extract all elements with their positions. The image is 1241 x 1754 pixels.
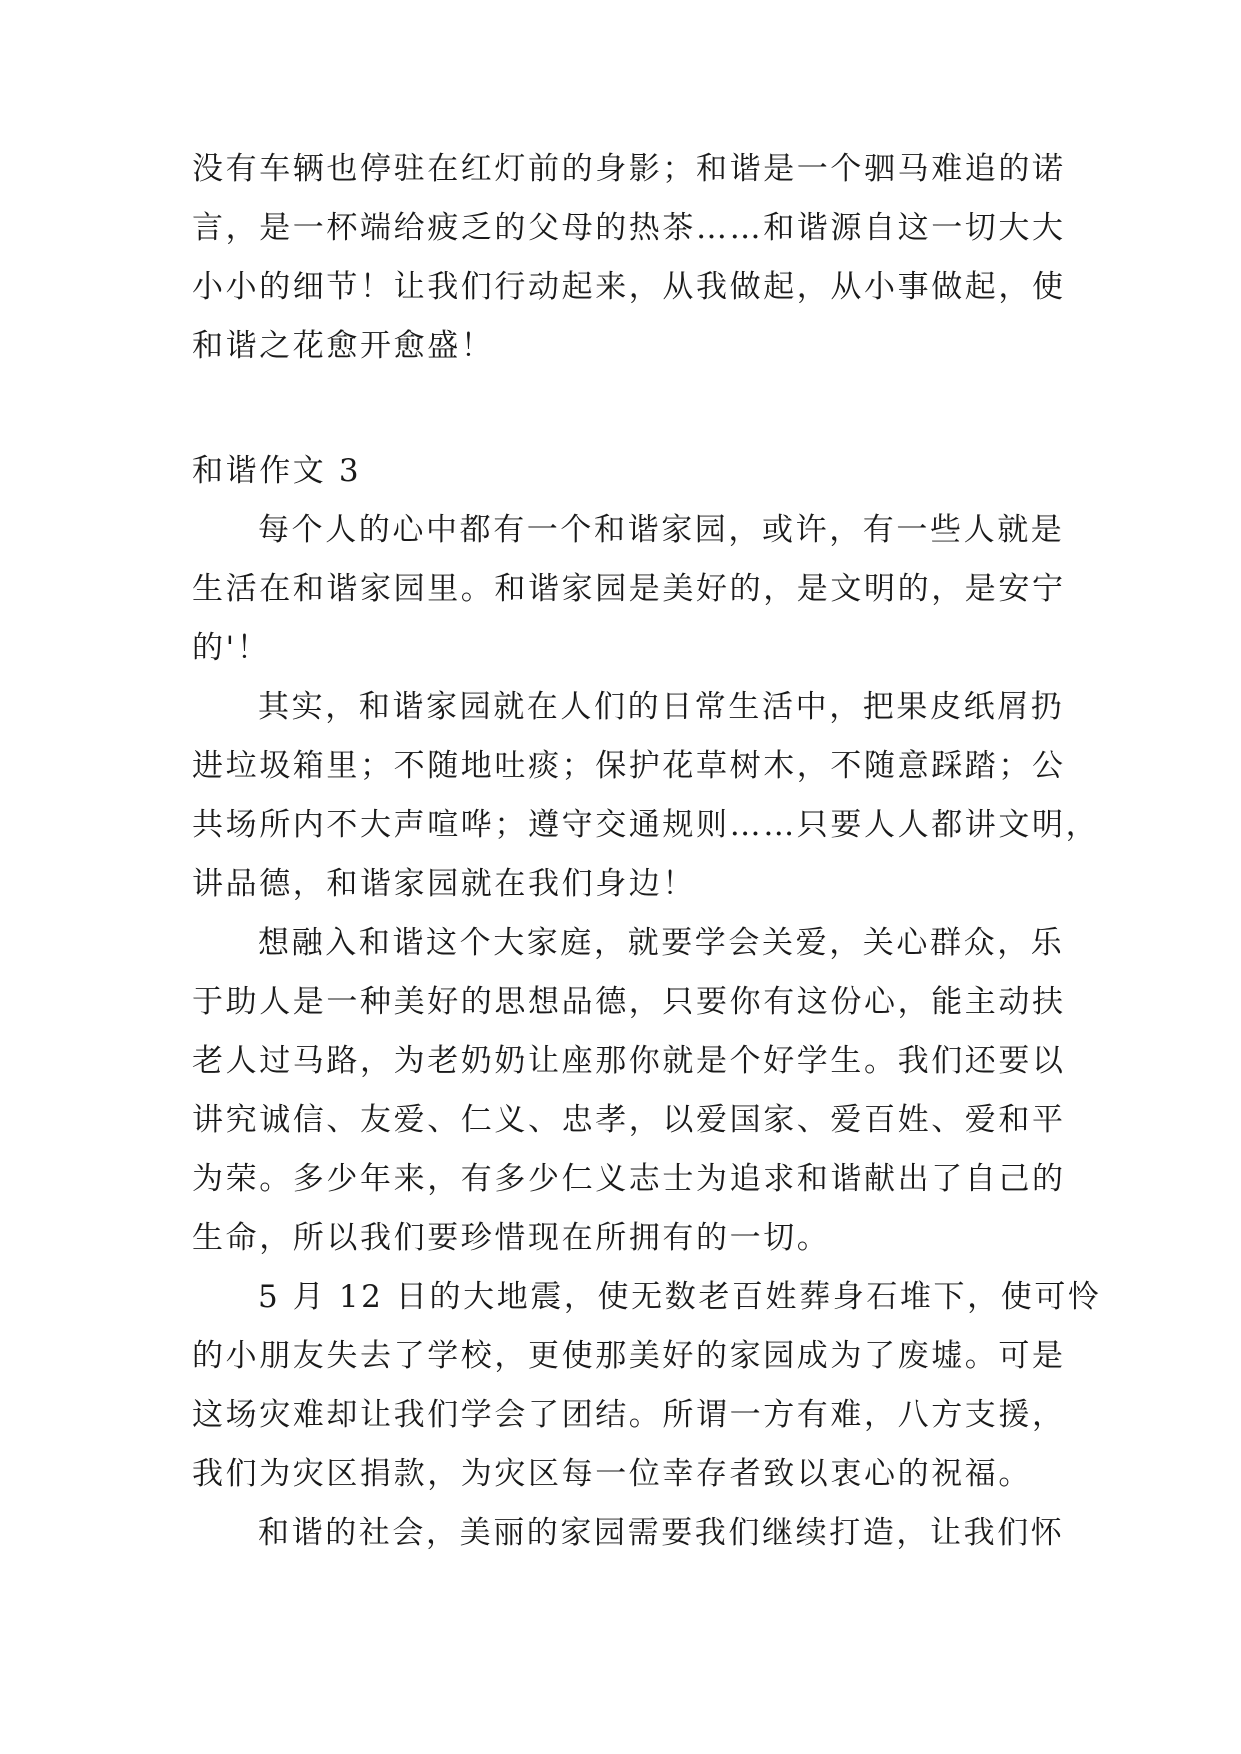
text-line: 的小朋友失去了学校，更使那美好的家园成为了废墟。可是 xyxy=(192,1338,1066,1374)
paragraph xyxy=(192,914,1066,1268)
text-line: 这场灾难却让我们学会了团结。所谓一方有难，八方支援， xyxy=(192,1397,1066,1433)
text-line: 于助人是一种美好的思想品德，只要你有这份心，能主动扶 xyxy=(192,984,1066,1020)
text-line: 和谐的社会，美丽的家园需要我们继续打造，让我们怀 xyxy=(258,1515,1065,1551)
paragraph xyxy=(192,1504,1065,1563)
text-line: 小小的细节！让我们行动起来，从我做起，从小事做起，使 xyxy=(192,269,1066,305)
text-line: 生活在和谐家园里。和谐家园是美好的，是文明的，是安宁 xyxy=(192,571,1066,607)
intro-paragraph xyxy=(192,140,1066,376)
text-line: 我们为灾区捐款，为灾区每一位幸存者致以衷心的祝福。 xyxy=(192,1456,1032,1492)
paragraph xyxy=(192,1268,1102,1504)
text-line: 进垃圾箱里；不随地吐痰；保护花草树木，不随意踩踏；公 xyxy=(192,748,1066,784)
section-heading: 和谐作文 3 xyxy=(192,453,362,489)
text-line: 想融入和谐这个大家庭，就要学会关爱，关心群众，乐 xyxy=(258,925,1065,961)
text-line: 没有车辆也停驻在红灯前的身影；和谐是一个驷马难追的诺 xyxy=(192,151,1066,187)
text-line: 讲究诚信、友爱、仁义、忠孝，以爱国家、爱百姓、爱和平 xyxy=(192,1102,1066,1138)
text-line: 其实，和谐家园就在人们的日常生活中，把果皮纸屑扔 xyxy=(258,689,1065,725)
text-line: 生命，所以我们要珍惜现在所拥有的一切。 xyxy=(192,1220,831,1256)
text-line: 讲品德，和谐家园就在我们身边！ xyxy=(192,866,696,902)
text-line: 为荣。多少年来，有多少仁义志士为追求和谐献出了自己的 xyxy=(192,1161,1066,1197)
text-line: 每个人的心中都有一个和谐家园，或许，有一些人就是 xyxy=(258,512,1065,548)
text-line: 共场所内不大声喧哗；遵守交通规则……只要人人都讲文明， xyxy=(192,807,1100,843)
text-line: 的'！ xyxy=(192,630,271,666)
document-page xyxy=(192,140,1102,1563)
text-line: 5 月 12 日的大地震，使无数老百姓葬身石堆下，使可怜 xyxy=(258,1279,1102,1315)
text-line: 和谐之花愈开愈盛！ xyxy=(192,328,495,364)
section-gap xyxy=(192,376,1052,442)
text-line: 老人过马路，为老奶奶让座那你就是个好学生。我们还要以 xyxy=(192,1043,1066,1079)
paragraph xyxy=(192,501,1066,678)
text-line: 言，是一杯端给疲乏的父母的热茶……和谐源自这一切大大 xyxy=(192,210,1066,246)
paragraph xyxy=(192,678,1100,914)
